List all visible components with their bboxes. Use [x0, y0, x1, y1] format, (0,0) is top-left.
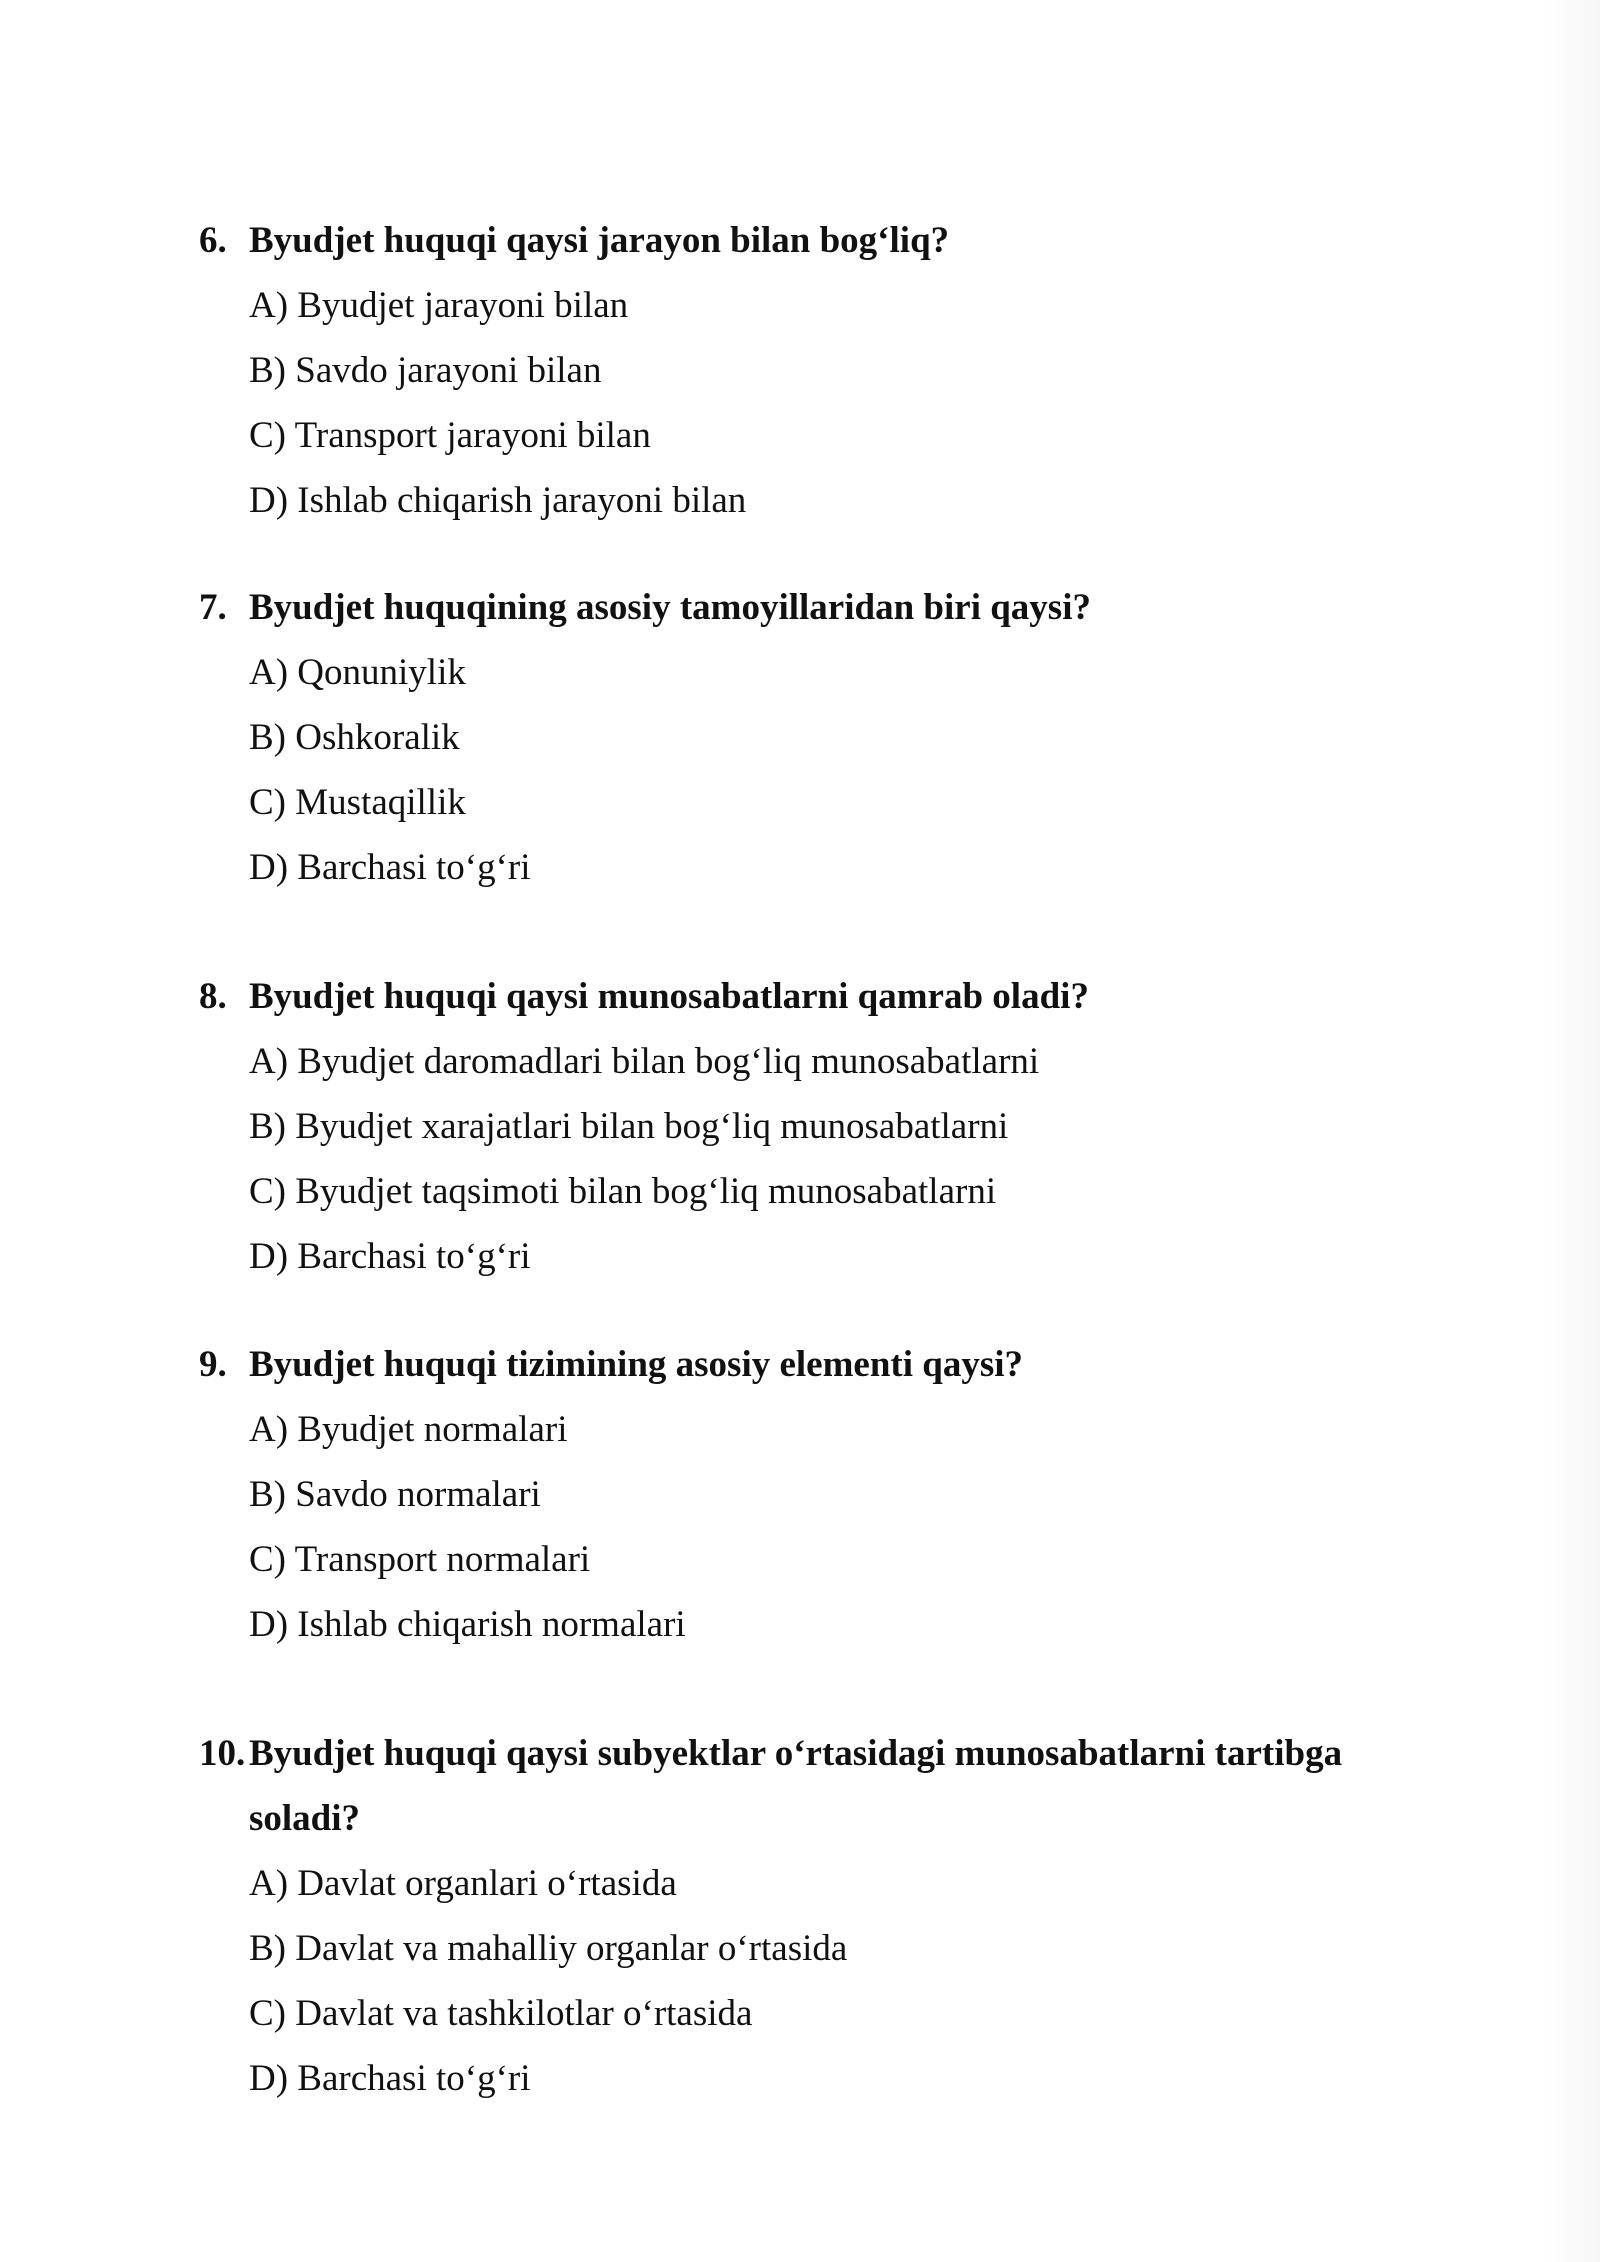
question-heading — [199, 1332, 1409, 1397]
option-a: A) Byudjet jarayoni bilan — [249, 285, 629, 326]
option-c: C) Transport normalari — [249, 1539, 591, 1580]
option-a: A) Byudjet normalari — [249, 1409, 568, 1450]
question-number: 8. — [199, 976, 227, 1017]
question-text: Byudjet huquqining asosiy tamoyillaridan biri qaysi? — [249, 587, 1091, 628]
option-d: D) Ishlab chiqarish jarayoni bilan — [249, 480, 747, 521]
option-b: B) Byudjet xarajatlari bilan bog‘liq munosabatlarni — [249, 1106, 1009, 1147]
option-c: C) Mustaqillik — [249, 782, 466, 823]
option-c: C) Davlat va tashkilotlar o‘rtasida — [249, 1993, 753, 2034]
question-8 — [199, 964, 1409, 1289]
option-a: A) Davlat organlari o‘rtasida — [249, 1863, 677, 1904]
option-c: C) Byudjet taqsimoti bilan bog‘liq munosabatlarni — [249, 1171, 997, 1212]
option-d: D) Barchasi to‘g‘ri — [249, 2058, 531, 2099]
option-a: A) Byudjet daromadlari bilan bog‘liq munosabatlarni — [249, 1041, 1040, 1082]
question-heading — [199, 1721, 1409, 1851]
question-heading — [199, 208, 1409, 273]
question-number: 7. — [199, 587, 227, 628]
question-heading — [199, 964, 1409, 1029]
question-10 — [199, 1721, 1409, 2111]
question-text: Byudjet huquqi qaysi munosabatlarni qamrab oladi? — [249, 976, 1089, 1017]
question-text: Byudjet huquqi qaysi subyektlar o‘rtasidagi munosabatlarni tartibga soladi? — [249, 1733, 1343, 1839]
question-number: 9. — [199, 1344, 227, 1385]
question-text: Byudjet huquqi tizimining asosiy elementi qaysi? — [249, 1344, 1024, 1385]
option-d: D) Ishlab chiqarish normalari — [249, 1604, 686, 1645]
question-9 — [199, 1332, 1409, 1657]
option-b: B) Davlat va mahalliy organlar o‘rtasida — [249, 1928, 848, 1969]
option-d: D) Barchasi to‘g‘ri — [249, 847, 531, 888]
question-number: 6. — [199, 220, 227, 261]
question-7 — [199, 575, 1409, 900]
option-c: C) Transport jarayoni bilan — [249, 415, 651, 456]
option-b: B) Savdo jarayoni bilan — [249, 350, 602, 391]
question-text: Byudjet huquqi qaysi jarayon bilan bog‘liq? — [249, 220, 950, 261]
question-number: 10. — [199, 1733, 246, 1774]
option-b: B) Savdo normalari — [249, 1474, 541, 1515]
option-a: A) Qonuniylik — [249, 652, 466, 693]
page-edge-shadow — [1540, 0, 1600, 2262]
option-d: D) Barchasi to‘g‘ri — [249, 1236, 531, 1277]
question-heading — [199, 575, 1409, 640]
question-6 — [199, 208, 1409, 533]
option-b: B) Oshkoralik — [249, 717, 460, 758]
